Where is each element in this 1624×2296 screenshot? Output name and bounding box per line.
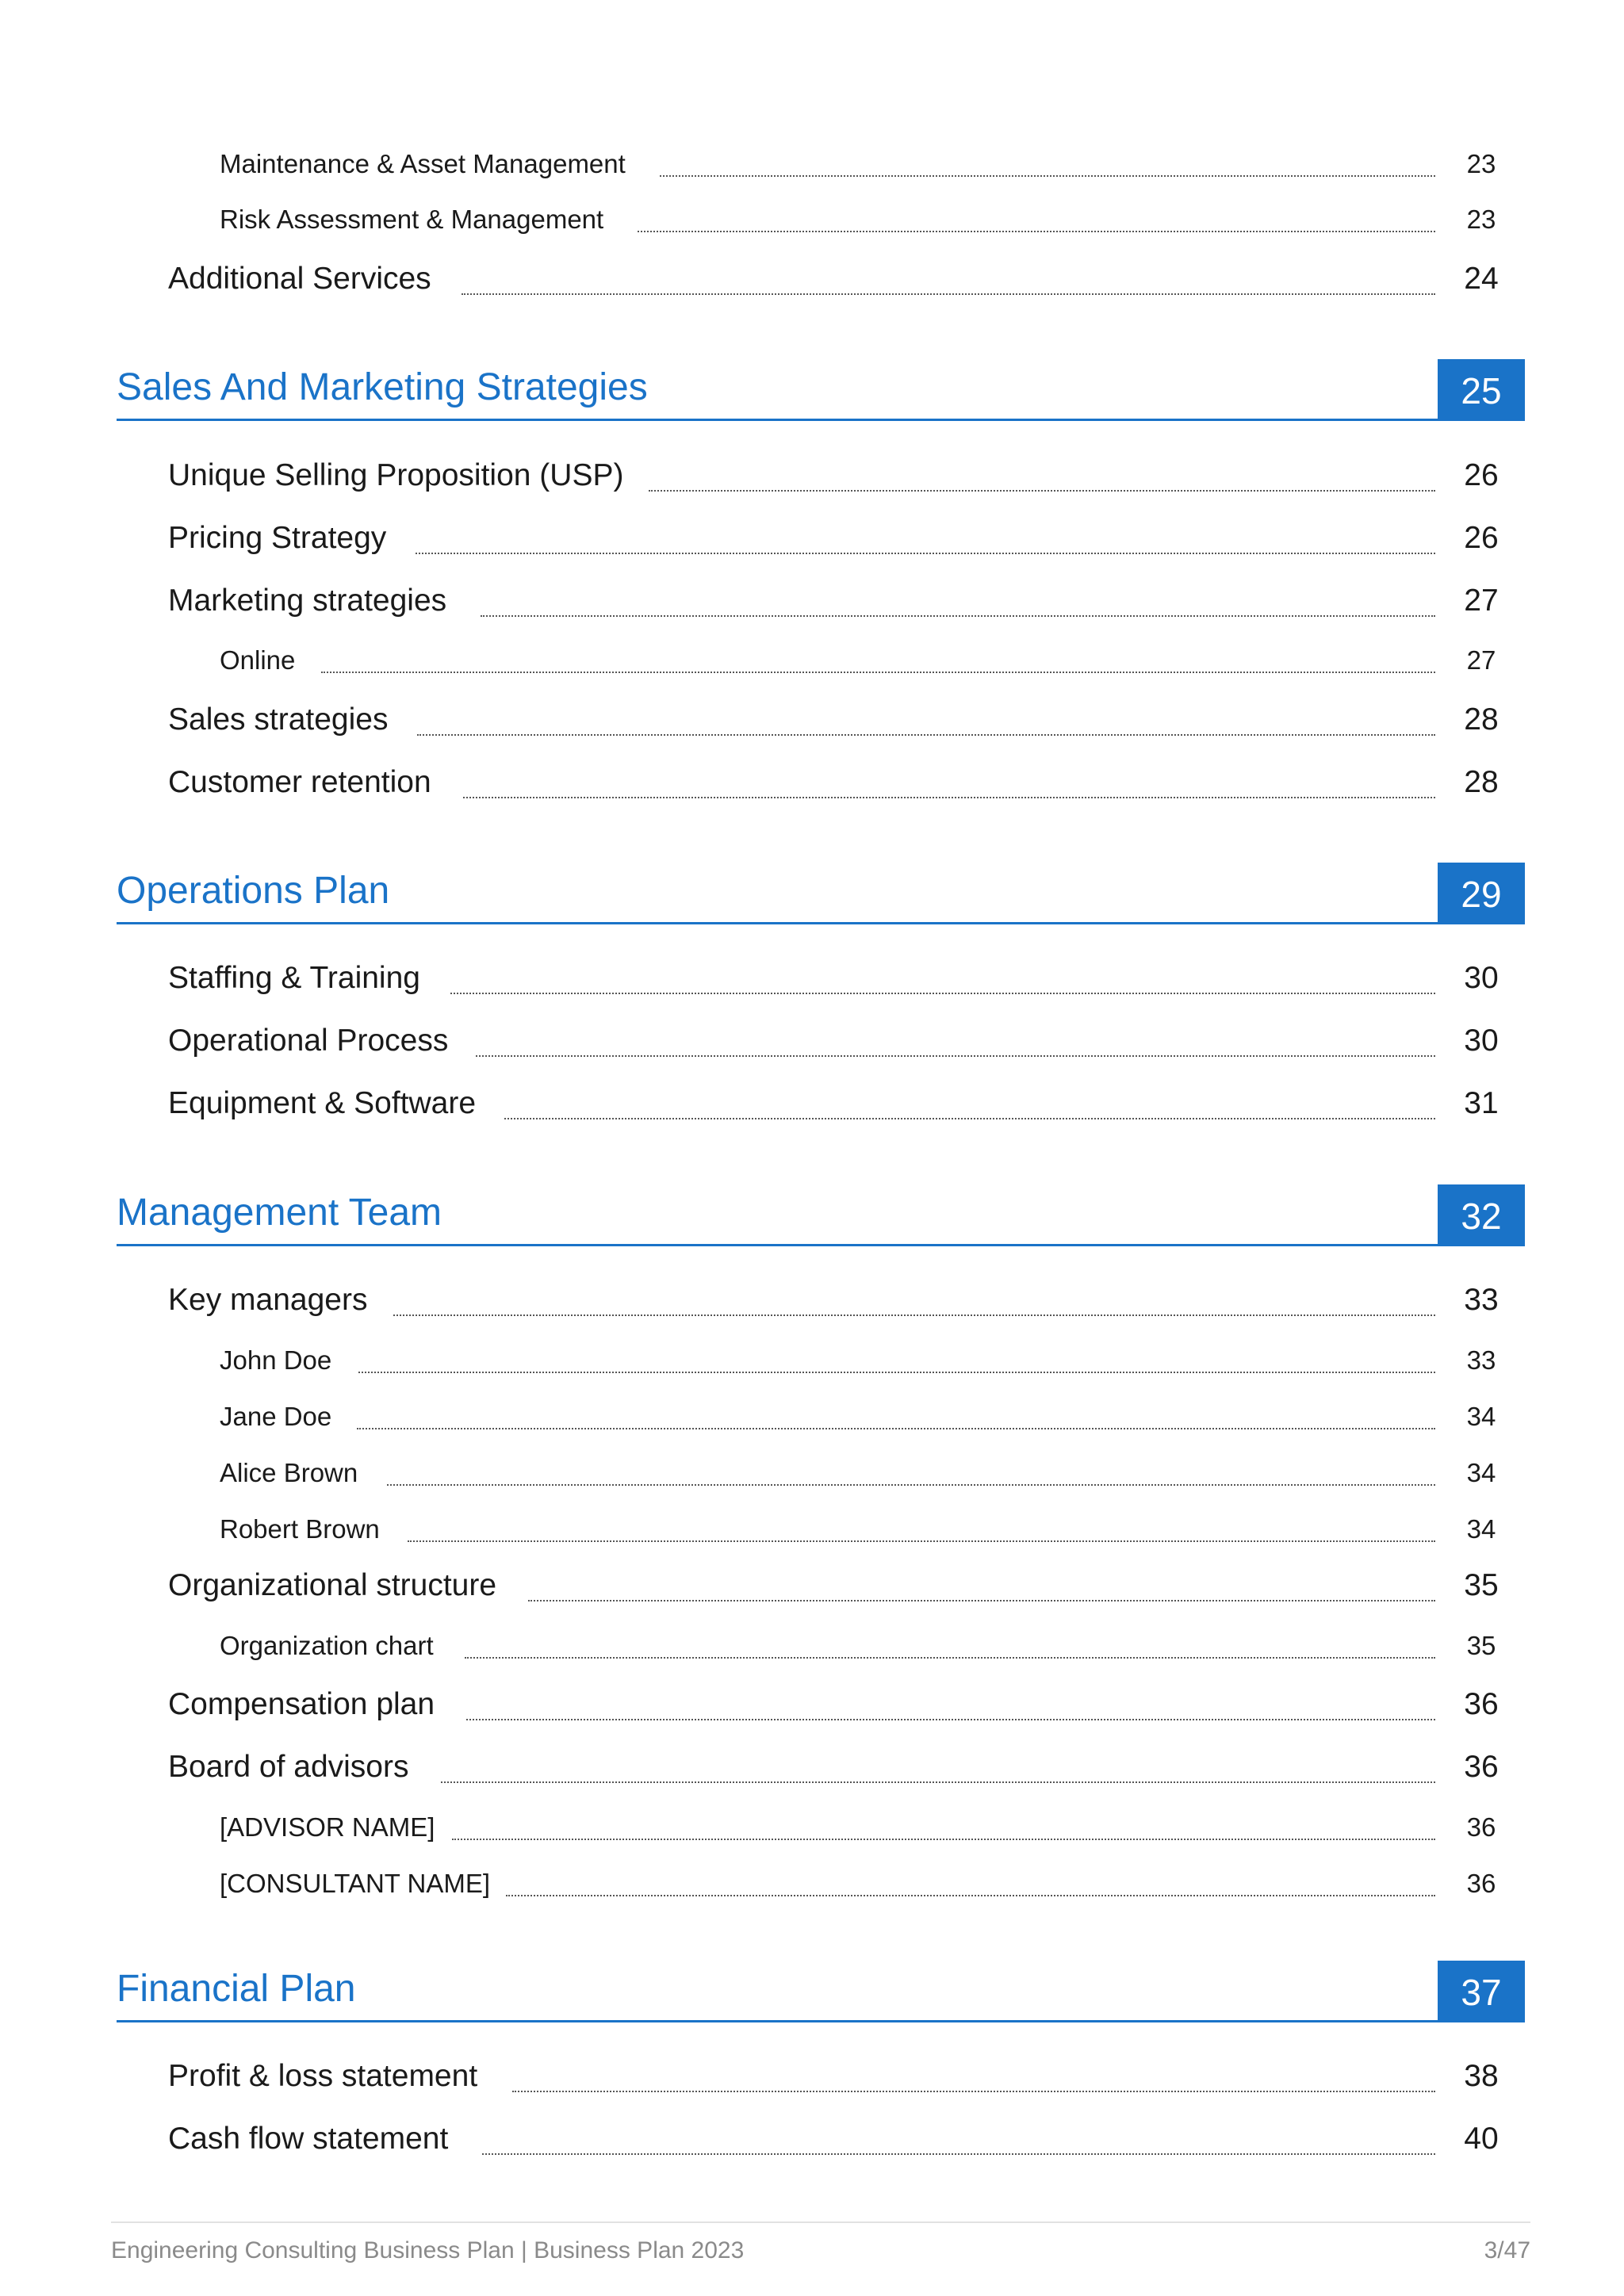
dot-leader (321, 672, 1435, 673)
dot-leader (506, 1895, 1435, 1896)
toc-entry-label: Pricing Strategy (168, 521, 387, 555)
toc-entry-page: 40 (1464, 2122, 1499, 2156)
toc-entry-page: 33 (1466, 1345, 1496, 1375)
dot-leader (482, 2153, 1435, 2155)
toc-entry-label: Customer retention (168, 765, 431, 799)
toc-entry-label: [CONSULTANT NAME] (220, 1869, 491, 1898)
toc-entry-page: 28 (1464, 702, 1499, 737)
dot-leader (463, 797, 1435, 798)
footer-page-indicator: 3/47 (1484, 2237, 1530, 2263)
toc-entry-label: Organization chart (220, 1631, 434, 1660)
toc-entry-label: Compensation plan (168, 1687, 435, 1721)
dot-leader (512, 2091, 1435, 2092)
toc-entry-label: Board of advisors (168, 1750, 409, 1784)
toc-entry-label: Unique Selling Proposition (USP) (168, 458, 624, 492)
toc-entry-label: Maintenance & Asset Management (220, 149, 626, 178)
dot-leader (417, 734, 1435, 736)
dot-leader (393, 1314, 1435, 1316)
toc-entry-page: 23 (1466, 205, 1496, 234)
toc-entry-page: 30 (1464, 1024, 1499, 1058)
toc-entry-page: 23 (1466, 149, 1496, 178)
footer-document-title: Engineering Consulting Business Plan | Business Plan 2023 (111, 2237, 745, 2263)
dot-leader (452, 1839, 1435, 1840)
toc-entry-label: Staffing & Training (168, 961, 420, 995)
dot-leader (504, 1118, 1435, 1119)
section-heading-operations-plan[interactable] (117, 863, 1525, 924)
toc-entry-label: Organizational structure (168, 1568, 497, 1602)
section-heading-sales-marketing[interactable] (117, 359, 1525, 421)
dot-leader (358, 1372, 1435, 1373)
dot-leader (387, 1484, 1435, 1486)
section-rule (117, 1244, 1525, 1246)
toc-entry-label: Jane Doe (220, 1402, 332, 1431)
section-title: Operations Plan (117, 870, 390, 912)
toc-entry-label: Equipment & Software (168, 1086, 477, 1120)
dot-leader (660, 175, 1435, 177)
toc-entry-page: 36 (1464, 1687, 1499, 1721)
toc-entry-page: 36 (1464, 1750, 1499, 1784)
toc-entry-label: Alice Brown (220, 1458, 358, 1487)
toc-entry-page: 35 (1466, 1631, 1496, 1660)
toc-entry-label: Robert Brown (220, 1514, 380, 1544)
toc-entry-label: Additional Services (168, 262, 431, 296)
dot-leader (465, 1657, 1435, 1659)
toc-entry-page: 35 (1464, 1568, 1499, 1602)
footer-divider (111, 2221, 1530, 2223)
dot-leader (649, 490, 1435, 492)
dot-leader (528, 1600, 1435, 1601)
toc-entry-page: 26 (1464, 458, 1499, 492)
dot-leader (462, 293, 1435, 295)
dot-leader (408, 1540, 1435, 1542)
section-rule (117, 922, 1525, 924)
dot-leader (466, 1719, 1435, 1720)
toc-entry-label: Sales strategies (168, 702, 389, 737)
toc-entry-page: 34 (1466, 1458, 1496, 1487)
section-page-badge: 37 (1438, 1961, 1525, 2022)
toc-entry-page: 36 (1466, 1869, 1496, 1898)
dot-leader (357, 1428, 1435, 1429)
dot-leader (481, 615, 1435, 617)
dot-leader (450, 993, 1435, 994)
toc-entry-page: 27 (1464, 584, 1499, 618)
toc-entry-label: [ADVISOR NAME] (220, 1812, 435, 1842)
section-heading-management-team[interactable] (117, 1184, 1525, 1246)
toc-entry-page: 28 (1464, 765, 1499, 799)
toc-entry-label: Marketing strategies (168, 584, 447, 618)
dot-leader (416, 553, 1435, 554)
toc-entry-label: Online (220, 645, 296, 675)
section-heading-financial-plan[interactable] (117, 1961, 1525, 2022)
section-page-badge: 29 (1438, 863, 1525, 924)
toc-entry-label: Cash flow statement (168, 2122, 449, 2156)
toc-entry-page: 24 (1464, 262, 1499, 296)
toc-entry-label: Key managers (168, 1283, 368, 1317)
toc-entry-page: 30 (1464, 961, 1499, 995)
toc-entry-label: Risk Assessment & Management (220, 205, 604, 234)
toc-entry-label: Operational Process (168, 1024, 449, 1058)
section-title: Financial Plan (117, 1968, 356, 2010)
section-rule (117, 419, 1525, 421)
toc-entry-page: 27 (1466, 645, 1496, 675)
section-page-badge: 25 (1438, 359, 1525, 421)
toc-entry-label: Profit & loss statement (168, 2059, 478, 2093)
toc-entry-label: John Doe (220, 1345, 332, 1375)
toc-entry-page: 26 (1464, 521, 1499, 555)
dot-leader (441, 1781, 1435, 1783)
toc-entry-page: 36 (1466, 1812, 1496, 1842)
section-rule (117, 2020, 1525, 2022)
toc-entry-page: 34 (1466, 1402, 1496, 1431)
toc-entry-page: 33 (1464, 1283, 1499, 1317)
section-page-badge: 32 (1438, 1184, 1525, 1246)
dot-leader (476, 1055, 1435, 1057)
toc-entry-page: 31 (1464, 1086, 1499, 1120)
toc-entry-page: 34 (1466, 1514, 1496, 1544)
toc-entry-page: 38 (1464, 2059, 1499, 2093)
dot-leader (638, 231, 1435, 232)
section-title: Sales And Marketing Strategies (117, 366, 648, 408)
section-title: Management Team (117, 1192, 442, 1234)
